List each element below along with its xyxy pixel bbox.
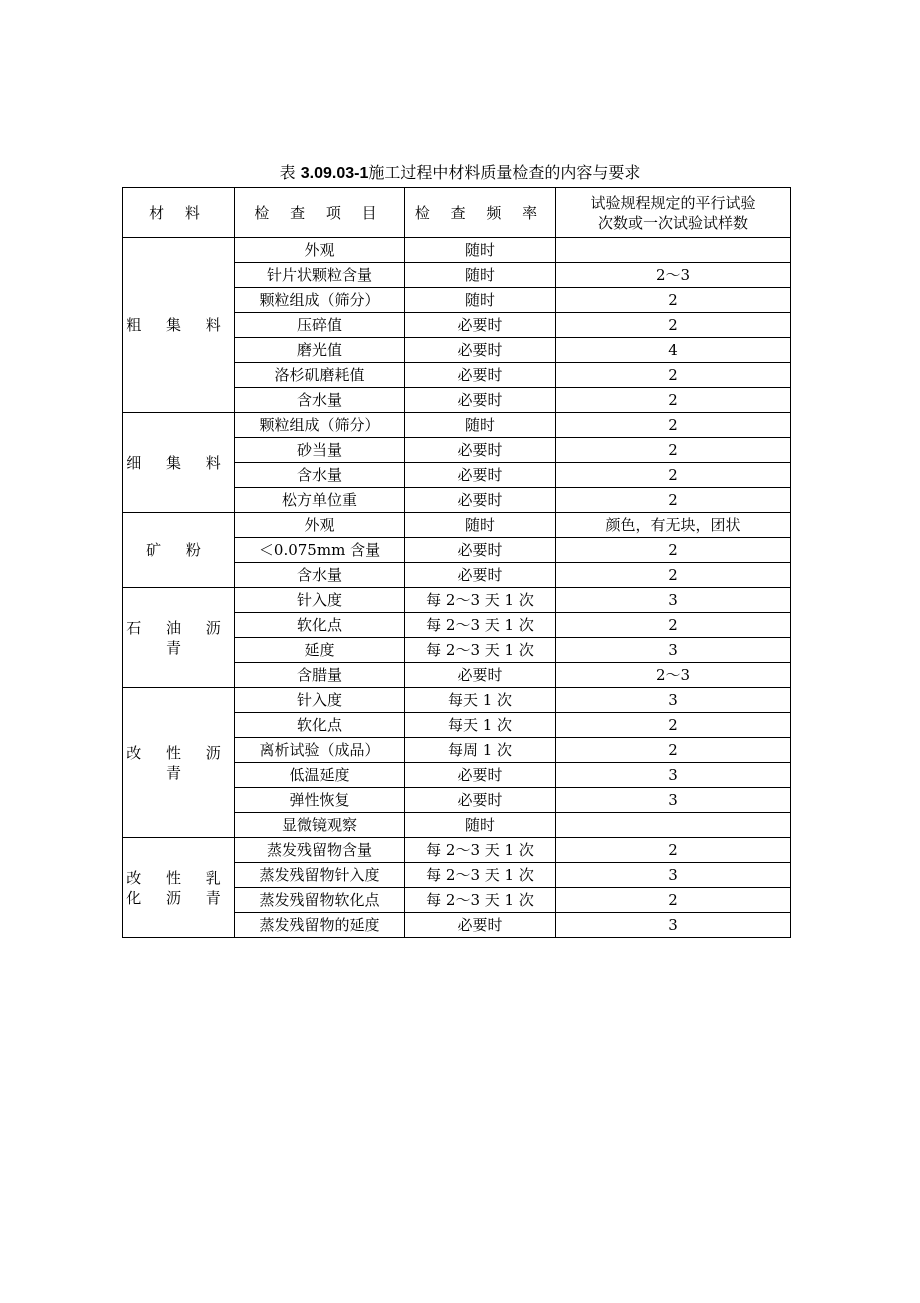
header-tests (556, 188, 791, 238)
frequency-cell: 必要时 (405, 388, 556, 413)
frequency-cell: 必要时 (405, 313, 556, 338)
test-count-cell: 3 (556, 588, 791, 613)
test-count-cell: 2 (556, 713, 791, 738)
check-item-cell: 含水量 (235, 388, 405, 413)
check-item-cell: 软化点 (235, 713, 405, 738)
frequency-cell: 必要时 (405, 463, 556, 488)
test-count-cell: 3 (556, 913, 791, 938)
frequency-cell: 必要时 (405, 663, 556, 688)
frequency-cell: 每 2～3 天 1 次 (405, 638, 556, 663)
test-count-cell: 4 (556, 338, 791, 363)
check-item-cell: 针入度 (235, 588, 405, 613)
frequency-cell: 每 2～3 天 1 次 (405, 588, 556, 613)
table-row (123, 838, 791, 863)
check-item-cell: 针片状颗粒含量 (235, 263, 405, 288)
frequency-cell: 每周 1 次 (405, 738, 556, 763)
check-item-cell: 软化点 (235, 613, 405, 638)
check-item-cell: 蒸发残留物软化点 (235, 888, 405, 913)
frequency-cell: 必要时 (405, 538, 556, 563)
test-count-cell: 2 (556, 413, 791, 438)
material-cell: 矿 粉 (123, 513, 235, 588)
test-count-cell: 2 (556, 363, 791, 388)
test-count-cell: 3 (556, 863, 791, 888)
check-item-cell: 针入度 (235, 688, 405, 713)
test-count-cell: 3 (556, 788, 791, 813)
material-cell: 粗 集 料 (123, 238, 235, 413)
frequency-cell: 随时 (405, 263, 556, 288)
table-row (123, 588, 791, 613)
material-cell: 改 性 乳 化 沥 青 (123, 838, 235, 938)
check-item-cell: 松方单位重 (235, 488, 405, 513)
table-row (123, 238, 791, 263)
header-material: 材 料 (123, 188, 235, 238)
frequency-cell: 随时 (405, 413, 556, 438)
check-item-cell: 颗粒组成（筛分） (235, 288, 405, 313)
frequency-cell: 每 2～3 天 1 次 (405, 888, 556, 913)
test-count-cell: 2 (556, 388, 791, 413)
test-count-cell: 2 (556, 288, 791, 313)
frequency-cell: 每天 1 次 (405, 713, 556, 738)
header-tests-line2: 次数或一次试验试样数 (597, 213, 748, 232)
test-count-cell: 2 (556, 438, 791, 463)
caption-number: 3.09.03-1 (300, 165, 369, 182)
table-caption (0, 161, 920, 186)
frequency-cell: 必要时 (405, 563, 556, 588)
frequency-cell: 必要时 (405, 338, 556, 363)
frequency-cell: 必要时 (405, 913, 556, 938)
test-count-cell: 2 (556, 838, 791, 863)
check-item-cell: 离析试验（成品） (235, 738, 405, 763)
test-count-cell: 2 (556, 613, 791, 638)
header-tests-line1: 试验规程规定的平行试验 (590, 193, 756, 212)
frequency-cell: 每天 1 次 (405, 688, 556, 713)
test-count-cell: 2 (556, 463, 791, 488)
header-item: 检 查 项 目 (235, 188, 405, 238)
check-item-cell: ＜0.075mm 含量 (235, 538, 405, 563)
test-count-cell: 2～3 (556, 663, 791, 688)
test-count-cell: 3 (556, 763, 791, 788)
frequency-cell: 随时 (405, 813, 556, 838)
test-count-cell: 2 (556, 563, 791, 588)
check-item-cell: 外观 (235, 238, 405, 263)
table-row (123, 413, 791, 438)
test-count-cell: 2 (556, 738, 791, 763)
material-cell: 石 油 沥 青 (123, 588, 235, 688)
test-count-cell: 2～3 (556, 263, 791, 288)
caption-prefix: 表 (279, 163, 301, 182)
test-count-cell (556, 238, 791, 263)
check-item-cell: 延度 (235, 638, 405, 663)
frequency-cell: 每 2～3 天 1 次 (405, 838, 556, 863)
header-row (123, 188, 791, 238)
check-item-cell: 压碎值 (235, 313, 405, 338)
frequency-cell: 每 2～3 天 1 次 (405, 613, 556, 638)
check-item-cell: 显微镜观察 (235, 813, 405, 838)
check-item-cell: 磨光值 (235, 338, 405, 363)
check-item-cell: 含水量 (235, 563, 405, 588)
test-count-cell: 2 (556, 538, 791, 563)
table-row (123, 688, 791, 713)
frequency-cell: 随时 (405, 238, 556, 263)
check-item-cell: 低温延度 (235, 763, 405, 788)
frequency-cell: 必要时 (405, 363, 556, 388)
frequency-cell: 必要时 (405, 763, 556, 788)
test-count-cell: 2 (556, 888, 791, 913)
material-inspection-table (122, 187, 791, 938)
material-cell: 细 集 料 (123, 413, 235, 513)
check-item-cell: 含水量 (235, 463, 405, 488)
material-cell: 改 性 沥 青 (123, 688, 235, 838)
check-item-cell: 弹性恢复 (235, 788, 405, 813)
frequency-cell: 每 2～3 天 1 次 (405, 863, 556, 888)
check-item-cell: 砂当量 (235, 438, 405, 463)
test-count-cell: 3 (556, 638, 791, 663)
caption-title: 施工过程中材料质量检查的内容与要求 (368, 163, 641, 182)
test-count-cell: 2 (556, 488, 791, 513)
table-row (123, 513, 791, 538)
check-item-cell: 外观 (235, 513, 405, 538)
test-count-cell: 颜色，有无块，团状 (556, 513, 791, 538)
frequency-cell: 必要时 (405, 788, 556, 813)
check-item-cell: 颗粒组成（筛分） (235, 413, 405, 438)
table-body (123, 238, 791, 938)
test-count-cell: 2 (556, 313, 791, 338)
test-count-cell (556, 813, 791, 838)
check-item-cell: 含腊量 (235, 663, 405, 688)
frequency-cell: 必要时 (405, 488, 556, 513)
check-item-cell: 蒸发残留物含量 (235, 838, 405, 863)
check-item-cell: 洛杉矶磨耗值 (235, 363, 405, 388)
frequency-cell: 随时 (405, 288, 556, 313)
check-item-cell: 蒸发残留物针入度 (235, 863, 405, 888)
test-count-cell: 3 (556, 688, 791, 713)
frequency-cell: 随时 (405, 513, 556, 538)
header-frequency: 检 查 频 率 (405, 188, 556, 238)
frequency-cell: 必要时 (405, 438, 556, 463)
check-item-cell: 蒸发残留物的延度 (235, 913, 405, 938)
